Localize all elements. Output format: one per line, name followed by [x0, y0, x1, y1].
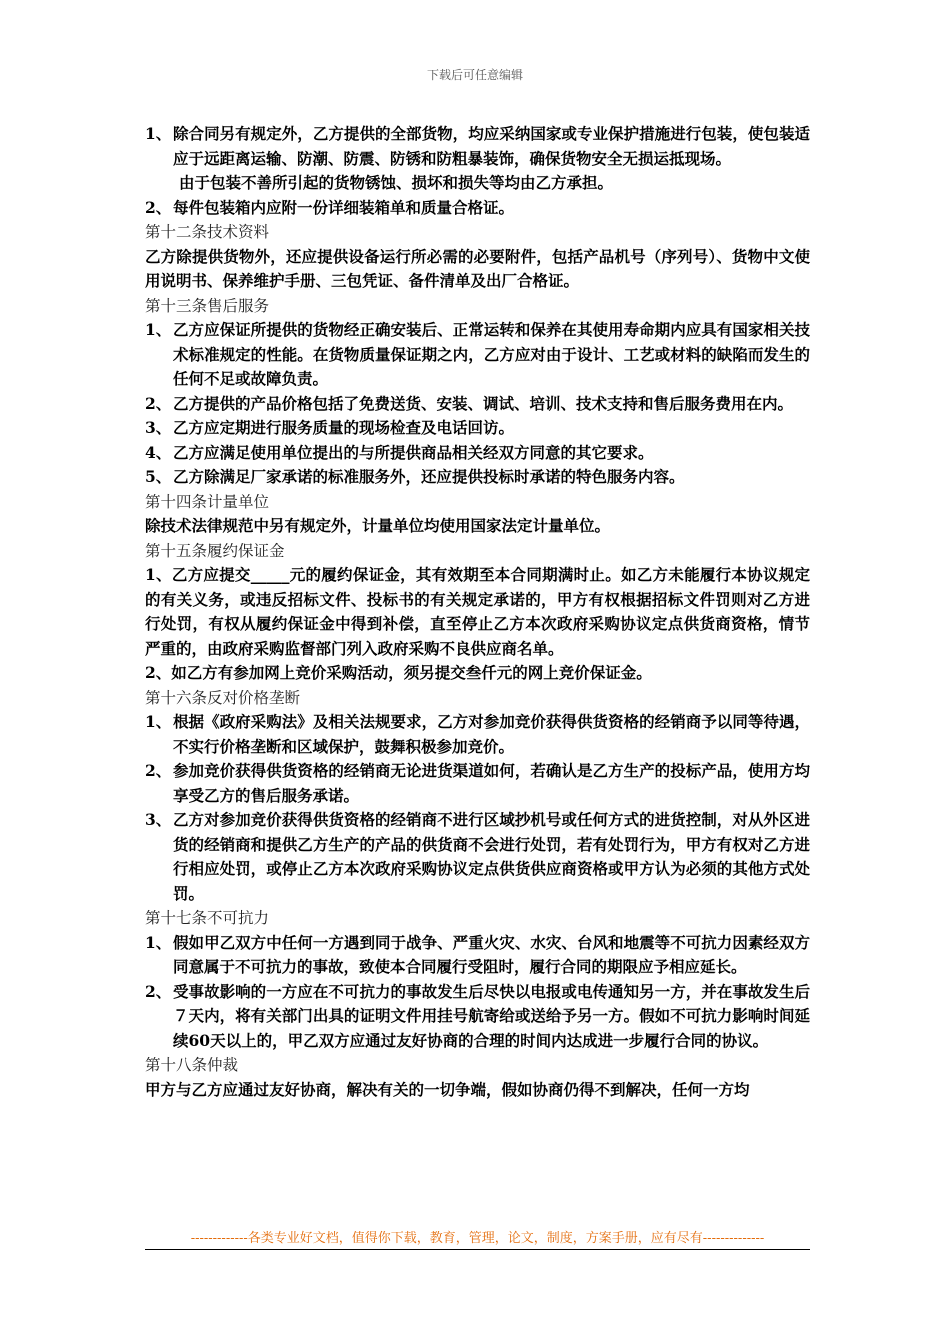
item-number: 4、	[145, 442, 172, 462]
item-text: 受事故影响的一方应在不可抗力的事故发生后尽快以电报或电传通知另一方，并在事故发生后７天内，将有关部门出具的证明文件用挂号航寄给或送给予另一方。假如不可抗力影响时间延续60天以上的，甲乙双方应通过友好协商的合理的时间内达成进一步履行合同的协议。	[173, 981, 810, 1050]
numbered-item	[145, 392, 810, 417]
item-number: 1、	[145, 932, 172, 952]
item-number: 2、	[145, 761, 172, 780]
paragraph: 1、乙方应提交_____元的履约保证金，其有效期至本合同期满时止。如乙方未能履行本协议规定的有关义务，或违反招标文件、投标书的有关规定承诺的，甲方有权根据招标文件罚则对乙方进行处罚，有权从履约保证金中得到补偿，直至停止乙方本次政府采购协议定点供货商资格，情节严重的，由政府采购监督部门列入政府采购不良供应商名单。	[145, 565, 810, 658]
item-number: 2、	[145, 981, 172, 1001]
item-number: 1、	[145, 712, 172, 731]
numbered-item	[145, 759, 810, 808]
numbered-item	[145, 441, 810, 466]
item-text: 乙方应满足使用单位提出的与所提供商品相关经双方同意的其它要求。	[173, 442, 654, 462]
item-text: 每件包装箱内应附一份详细装箱单和质量合格证。	[173, 197, 515, 217]
numbered-item	[145, 980, 810, 1054]
item-text: 参加竞价获得供货资格的经销商无论进货渠道如何，若确认是乙方生产的投标产品，使用方均享受乙方的售后服务承诺。	[173, 761, 810, 805]
item-number: 2、	[145, 197, 172, 217]
item-number: 5、	[145, 467, 172, 486]
section-heading: 第十三条售后服务	[145, 296, 270, 315]
paragraph: 乙方除提供货物外，还应提供设备运行所必需的必要附件，包括产品机号（序列号）、货物中文使用说明书、保养维护手册、三包凭证、备件清单及出厂合格证。	[145, 246, 810, 290]
indented-paragraph: 由于包装不善所引起的货物锈蚀、损坏和损失等均由乙方承担。	[179, 173, 614, 192]
item-text: 乙方提供的产品价格包括了免费送货、安装、调试、培训、技术支持和售后服务费用在内。	[173, 393, 794, 413]
item-text: 除合同另有规定外，乙方提供的全部货物，均应采纳国家或专业保护措施进行包装，使包装适应于远距离运输、防潮、防震、防锈和防粗暴装饰，确保货物安全无损运抵现场。	[173, 124, 810, 168]
footer-banner: -------------各类专业好文档，值得你下载，教育，管理，论文，制度，方案手册，应有尽有--------------	[145, 1227, 810, 1250]
section-heading: 第十五条履约保证金	[145, 541, 285, 560]
item-text: 根据《政府采购法》及相关法规要求，乙方对参加竞价获得供货资格的经销商予以同等待遇，不实行价格垄断和区域保护，鼓舞积极参加竞价。	[173, 712, 810, 756]
numbered-item	[145, 318, 810, 392]
numbered-item	[145, 196, 810, 221]
numbered-item	[145, 465, 810, 490]
item-number: 2、	[145, 393, 172, 413]
numbered-item	[145, 416, 810, 441]
item-text: 乙方除满足厂家承诺的标准服务外，还应提供投标时承诺的特色服务内容。	[173, 467, 685, 486]
paragraph: 除技术法律规范中另有规定外，计量单位均使用国家法定计量单位。	[145, 516, 611, 535]
section-heading: 第十四条计量单位	[145, 492, 270, 511]
item-number: 3、	[145, 418, 172, 437]
paragraph: 2、如乙方有参加网上竞价采购活动，须另提交叁仟元的网上竞价保证金。	[145, 663, 652, 682]
numbered-item	[145, 710, 810, 759]
numbered-item	[145, 122, 810, 171]
numbered-item	[145, 931, 810, 980]
document-body	[145, 122, 810, 1102]
item-text: 乙方应定期进行服务质量的现场检查及电话回访。	[173, 418, 515, 437]
item-text: 假如甲乙双方中任何一方遇到同于战争、严重火灾、水灾、台风和地震等不可抗力因素经双方同意属于不可抗力的事故，致使本合同履行受阻时，履行合同的期限应予相应延长。	[173, 932, 810, 976]
section-heading: 第十六条反对价格垄断	[145, 688, 301, 707]
section-heading: 第十八条仲裁	[145, 1056, 239, 1074]
numbered-item	[145, 808, 810, 906]
paragraph: 甲方与乙方应通过友好协商，解决有关的一切争端，假如协商仍得不到解决，任何一方均	[145, 1079, 750, 1099]
item-text: 乙方对参加竞价获得供货资格的经销商不进行区域抄机号或任何方式的进货控制，对从外区进货的经销商和提供乙方生产的产品的供货商不会进行处罚，若有处罚行为，甲方有权对乙方进行相应处罚，或停止乙方本次政府采购协议定点供货供应商资格或甲方认为必须的其他方式处罚。	[173, 810, 810, 903]
section-heading: 第十二条技术资料	[145, 223, 270, 241]
item-number: 1、	[145, 124, 172, 143]
item-text: 乙方应保证所提供的货物经正确安装后、正常运转和保养在其使用寿命期内应具有国家相关技术标准规定的性能。在货物质量保证期之内，乙方应对由于设计、工艺或材料的缺陷而发生的任何不足或故障负责。	[173, 320, 810, 388]
item-number: 1、	[145, 320, 172, 339]
header-note: 下载后可任意编辑	[426, 68, 523, 82]
item-number: 3、	[145, 810, 172, 829]
section-heading: 第十七条不可抗力	[145, 909, 270, 927]
